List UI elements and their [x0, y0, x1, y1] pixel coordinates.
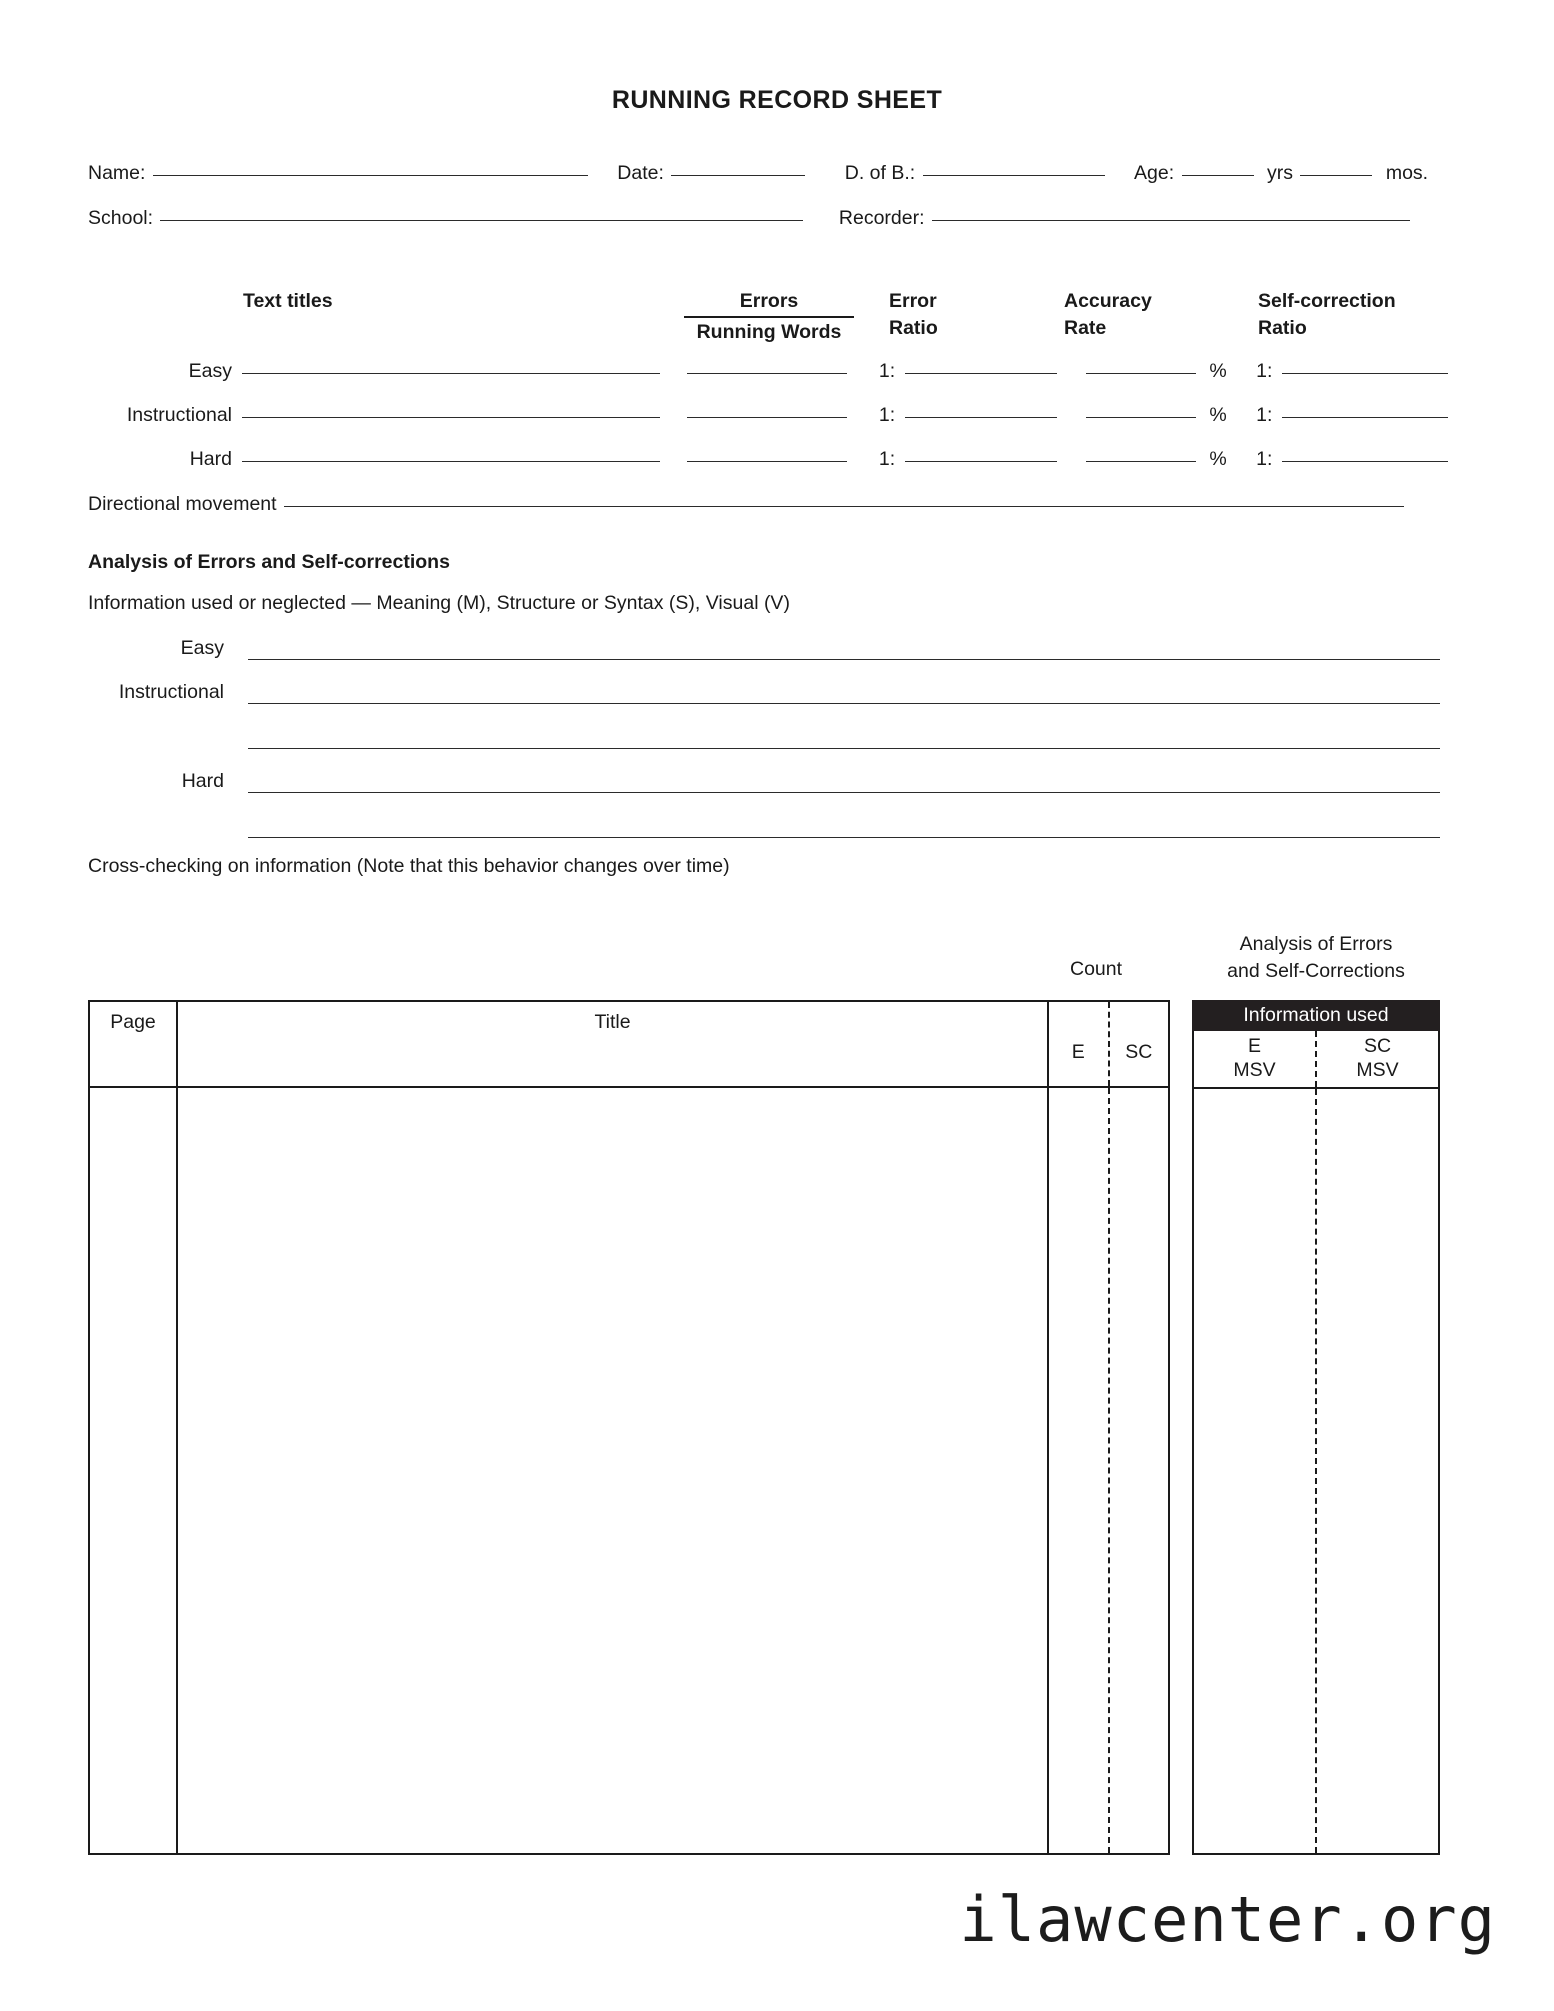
hard-error-ratio-prefix: 1:	[878, 448, 896, 470]
hard-accuracy-rate-rule[interactable]	[1086, 461, 1196, 462]
analysis-row-instructional-label: Instructional	[118, 681, 224, 703]
analysis-section-heading: Analysis of Errors and Self-corrections	[88, 551, 450, 573]
analysis-fill-errors[interactable]	[1194, 1089, 1315, 1853]
summary-row-easy	[0, 360, 1554, 386]
self-correction-line-2: Ratio	[1258, 317, 1307, 339]
analysis-caption-line-1: Analysis of Errors	[1239, 933, 1393, 955]
record-table-body-title[interactable]	[178, 1088, 1047, 1853]
analysis-caption-line-2: and Self-Corrections	[1227, 960, 1405, 982]
analysis-header-self-corrections-label: SC	[1363, 1035, 1392, 1057]
record-table-column-page	[90, 1002, 178, 1853]
record-table	[88, 1000, 1170, 1855]
analysis-header-errors	[1194, 1031, 1315, 1087]
hard-text-title-rule[interactable]	[242, 461, 660, 462]
column-header-self-correction-ratio	[1258, 288, 1396, 342]
age-months-input-rule[interactable]	[1300, 175, 1372, 176]
school-label: School:	[88, 207, 154, 229]
instructional-accuracy-rate-rule[interactable]	[1086, 417, 1196, 418]
analysis-instructional-line-1[interactable]	[248, 703, 1440, 704]
column-header-text-titles: Text titles	[243, 290, 333, 312]
accuracy-rate-line-2: Rate	[1064, 317, 1107, 339]
record-table-header-self-corrections: SC	[1125, 1041, 1153, 1063]
age-years-input-rule[interactable]	[1182, 175, 1254, 176]
hard-self-correction-rule[interactable]	[1282, 461, 1448, 462]
record-table-body-page[interactable]	[90, 1088, 176, 1853]
summary-row-instructional-label: Instructional	[126, 404, 232, 426]
easy-percent-symbol: %	[1209, 360, 1227, 382]
directional-movement-row	[88, 493, 1406, 516]
dob-label: D. of B.:	[844, 162, 916, 184]
fraction-denominator-running-words: Running Words	[696, 321, 842, 343]
analysis-table-body	[1192, 1031, 1440, 1855]
analysis-hard-line-2[interactable]	[248, 837, 1440, 838]
hard-self-correction-prefix: 1:	[1256, 448, 1273, 470]
summary-row-hard-fields	[240, 448, 1450, 471]
recorder-label: Recorder:	[838, 207, 925, 229]
age-months-unit: mos.	[1385, 162, 1429, 184]
summary-row-easy-fields	[240, 360, 1450, 383]
age-years-unit: yrs	[1267, 162, 1293, 184]
information-used-bar: Information used	[1192, 1000, 1440, 1031]
information-used-note: Information used or neglected — Meaning (M), Structure or Syntax (S), Visual (V)	[88, 592, 790, 614]
analysis-row-instructional	[0, 681, 1554, 707]
site-watermark: ilawcenter.org	[959, 1883, 1496, 1956]
record-table-header-page: Page	[90, 1002, 176, 1088]
date-label: Date:	[617, 162, 664, 184]
name-label: Name:	[88, 162, 146, 184]
easy-self-correction-prefix: 1:	[1256, 360, 1273, 382]
easy-accuracy-rate-rule[interactable]	[1086, 373, 1196, 374]
analysis-header-self-corrections	[1317, 1031, 1438, 1087]
error-ratio-line-2: Ratio	[889, 317, 938, 339]
instructional-error-ratio-prefix: 1:	[878, 404, 896, 426]
dob-input-rule[interactable]	[923, 175, 1105, 176]
accuracy-rate-line-1: Accuracy	[1064, 290, 1152, 312]
summary-row-hard-label: Hard	[189, 448, 232, 470]
instructional-self-correction-prefix: 1:	[1256, 404, 1273, 426]
instructional-text-title-rule[interactable]	[242, 417, 660, 418]
error-ratio-line-1: Error	[889, 290, 937, 312]
date-input-rule[interactable]	[671, 175, 805, 176]
easy-self-correction-rule[interactable]	[1282, 373, 1448, 374]
record-table-body-errors[interactable]	[1049, 1088, 1108, 1853]
record-table-body-self-corrections[interactable]	[1110, 1088, 1169, 1853]
instructional-percent-symbol: %	[1209, 404, 1227, 426]
column-header-error-ratio	[889, 288, 938, 342]
record-table-column-count	[1049, 1002, 1168, 1853]
analysis-row-hard	[0, 770, 1554, 796]
age-label: Age:	[1134, 162, 1175, 184]
instructional-error-ratio-rule[interactable]	[905, 417, 1057, 418]
page-title: RUNNING RECORD SHEET	[611, 86, 943, 114]
count-caption: Count	[1070, 958, 1123, 980]
record-table-body-count[interactable]	[1049, 1088, 1168, 1853]
cross-checking-note: Cross-checking on information (Note that this behavior changes over time)	[88, 855, 730, 877]
analysis-header-errors-label: E	[1247, 1035, 1261, 1057]
easy-text-title-rule[interactable]	[242, 373, 660, 374]
summary-row-easy-label: Easy	[188, 360, 232, 382]
column-header-errors-over-running-words	[684, 288, 854, 346]
analysis-header-errors-codes: MSV	[1233, 1059, 1276, 1081]
hard-percent-symbol: %	[1209, 448, 1227, 470]
count-body-split	[1049, 1088, 1168, 1853]
identity-row-school	[88, 207, 1412, 230]
analysis-row-hard-label: Hard	[181, 770, 224, 792]
easy-error-ratio-rule[interactable]	[905, 373, 1057, 374]
analysis-hard-line-1[interactable]	[248, 792, 1440, 793]
summary-row-instructional-fields	[240, 404, 1450, 427]
column-header-accuracy-rate	[1064, 288, 1152, 342]
hard-errors-running-words-rule[interactable]	[687, 461, 847, 462]
analysis-caption	[1192, 931, 1440, 985]
analysis-easy-line-1[interactable]	[248, 659, 1440, 660]
analysis-table	[1192, 1000, 1440, 1855]
instructional-errors-running-words-rule[interactable]	[687, 417, 847, 418]
analysis-table-header-row	[1194, 1031, 1438, 1089]
identity-row-name	[88, 162, 1428, 185]
directional-movement-rule[interactable]	[284, 506, 1404, 507]
analysis-fill-self-corrections[interactable]	[1317, 1089, 1438, 1853]
recorder-input-rule[interactable]	[932, 220, 1410, 221]
analysis-row-instructional-continued	[0, 726, 1554, 752]
directional-movement-label: Directional movement	[88, 493, 277, 515]
count-header-split	[1049, 1002, 1168, 1086]
analysis-row-easy	[0, 637, 1554, 663]
summary-row-instructional	[0, 404, 1554, 430]
record-table-column-title	[178, 1002, 1049, 1853]
analysis-table-fill-area[interactable]	[1194, 1089, 1438, 1853]
fraction-numerator-errors: Errors	[684, 288, 854, 318]
easy-error-ratio-prefix: 1:	[878, 360, 896, 382]
instructional-self-correction-rule[interactable]	[1282, 417, 1448, 418]
school-input-rule[interactable]	[160, 220, 803, 221]
analysis-row-hard-continued	[0, 815, 1554, 841]
record-table-header-errors: E	[1071, 1041, 1085, 1063]
analysis-instructional-line-2[interactable]	[248, 748, 1440, 749]
name-input-rule[interactable]	[153, 175, 588, 176]
hard-error-ratio-rule[interactable]	[905, 461, 1057, 462]
analysis-row-easy-label: Easy	[180, 637, 224, 659]
analysis-header-self-corrections-codes: MSV	[1356, 1059, 1399, 1081]
easy-errors-running-words-rule[interactable]	[687, 373, 847, 374]
self-correction-line-1: Self-correction	[1258, 290, 1396, 312]
record-table-header-title: Title	[178, 1002, 1047, 1088]
summary-row-hard	[0, 448, 1554, 474]
record-table-header-count	[1049, 1002, 1168, 1088]
